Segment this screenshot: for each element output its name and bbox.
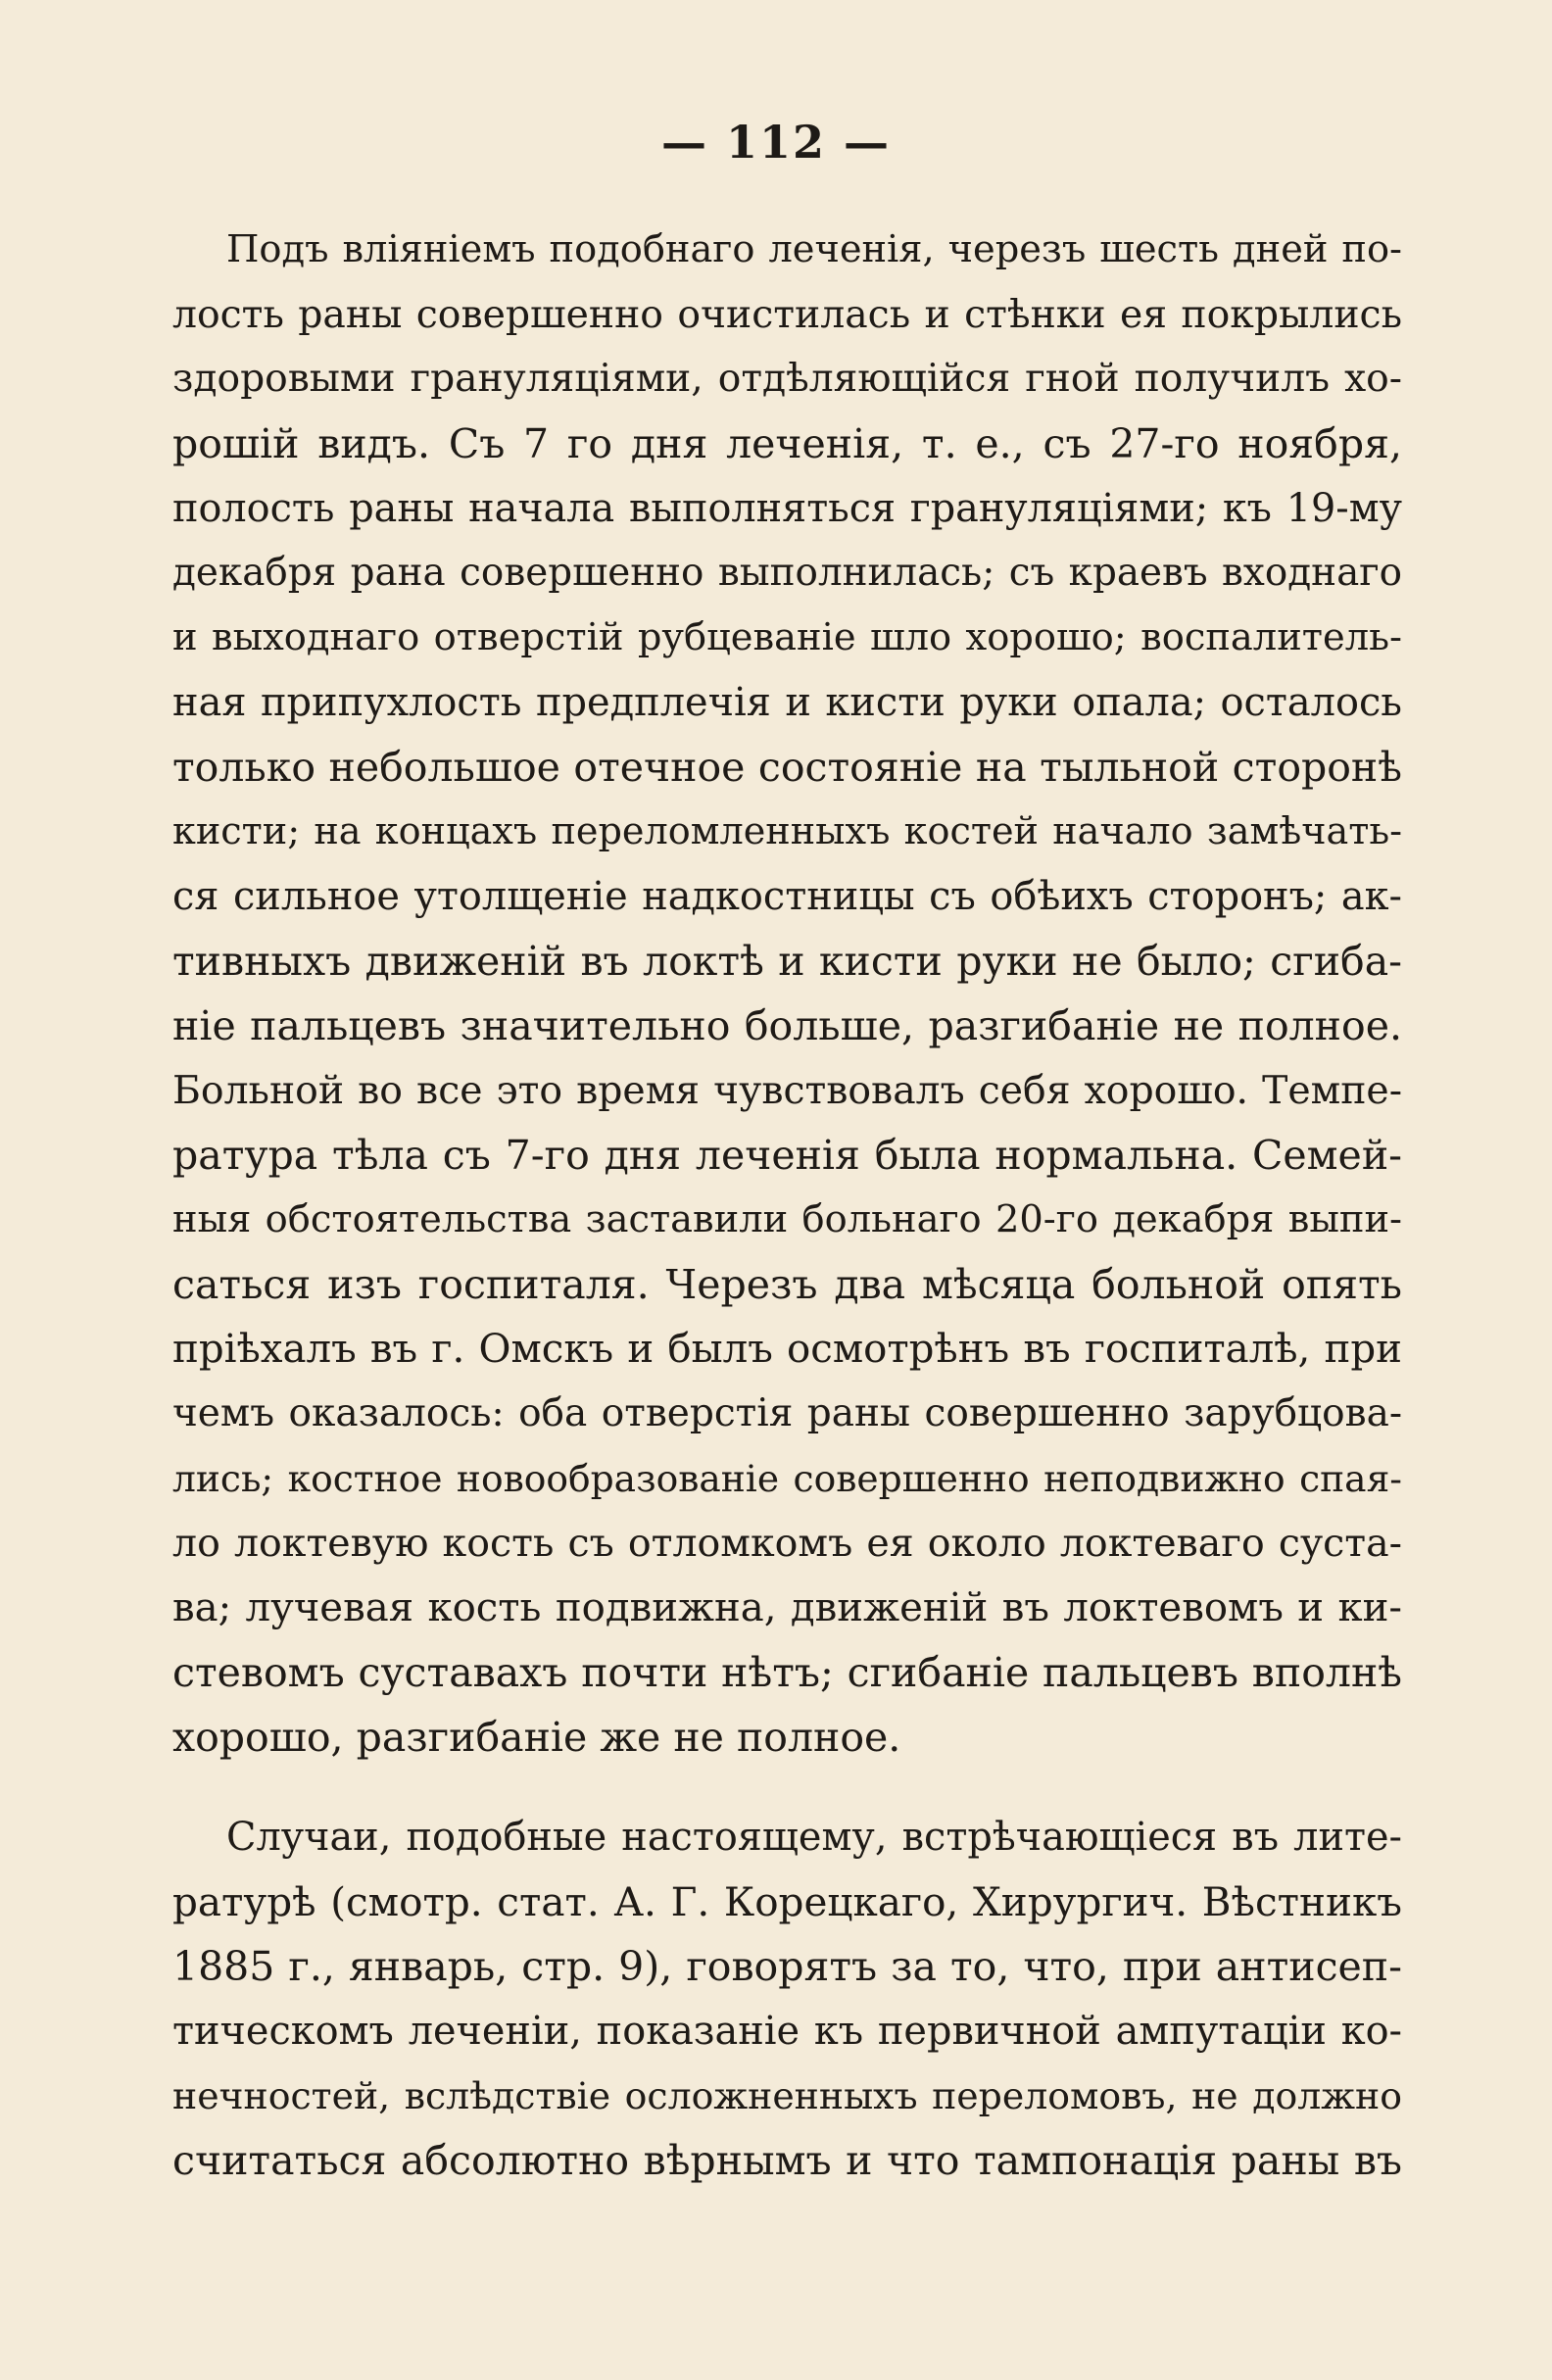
text-line: Случаи, подобные настоящему, встрѣчающіеся въ лите- [226,1815,1402,1860]
page-number: — 112 — [660,116,892,169]
text-line: рошій видъ. Съ 7 го дня леченія, т. е., съ 27-го ноября, [172,420,1402,467]
text-line: пріѣхалъ въ г. Омскъ и былъ осмотрѣнъ въ госпиталѣ, при [172,1327,1402,1372]
text-line: нечностей, вслѣдствіе осложненныхъ переломовъ, не должно [172,2074,1402,2117]
paragraph-gap [172,1770,1402,1805]
text-line: декабря рана совершенно выполнилась; съ краевъ входнаго [172,551,1402,595]
text-line: чемъ оказалось: оба отверстія раны совершенно зарубцова- [172,1391,1402,1435]
text-line: кисти; на концахъ переломленныхъ костей начало замѣчать- [172,810,1402,853]
text-line: 1885 г., январь, стр. 9), говорятъ за то, что, при антисеп- [172,1943,1402,1990]
text-line: только небольшое отечное состояніе на тыльной сторонѣ [172,744,1402,791]
text-line: ная припухлость предплечія и кисти руки опала; осталось [172,680,1402,725]
text-line: стевомъ суставахъ почти нѣтъ; сгибаніе пальцевъ вполнѣ [172,1649,1402,1696]
text-line: Больной во все это время чувствовалъ себя хорошо. Темпе- [172,1068,1402,1113]
text-line: ратурѣ (смотр. стат. А. Г. Корецкаго, Хирургич. Вѣстникъ [172,1878,1402,1925]
text-line: и выходнаго отверстій рубцеваніе шло хорошо; воспалитель- [172,615,1402,659]
text-line: тическомъ леченіи, показаніе къ первичной ампутаціи ко- [172,2009,1402,2054]
text-line: лись; костное новообразованіе совершенно неподвижно спая- [172,1457,1402,1500]
paragraph [172,1805,1402,2193]
text-line: ва; лучевая кость подвижна, движеній въ локтевомъ и ки- [172,1585,1402,1630]
text-line: полость раны начала выполняться грануляціями; къ 19-му [172,486,1402,531]
text-line: ся сильное утолщеніе надкостницы съ обѣихъ сторонъ; ак- [172,874,1402,919]
text-line: лость раны совершенно очистилась и стѣнки ея покрылись [172,292,1402,337]
text-line: здоровыми грануляціями, отдѣляющійся гной получилъ хо- [172,357,1402,401]
paragraph [172,218,1402,1770]
text-line: саться изъ госпиталя. Черезъ два мѣсяца больной опять [172,1261,1402,1308]
text-line: тивныхъ движеній въ локтѣ и кисти руки не было; сгиба- [172,938,1402,985]
body-text [172,218,1402,2193]
text-line: считаться абсолютно вѣрнымъ и что тампонація раны въ [172,2137,1402,2184]
text-line: ніе пальцевъ значительно больше, разгибаніе не полное. [172,1002,1402,1049]
text-line: ратура тѣла съ 7-го дня леченія была нормальна. Семей- [172,1132,1402,1179]
text-line: Подъ вліяніемъ подобнаго леченія, черезъ шесть дней по- [226,227,1402,271]
text-line: хорошо, разгибаніе же не полное. [172,1714,901,1761]
text-line: ло локтевую кость съ отломкомъ ея около локтеваго суста- [172,1521,1402,1566]
text-line: ныя обстоятельства заставили больнаго 20-го декабря выпи- [172,1197,1402,1241]
